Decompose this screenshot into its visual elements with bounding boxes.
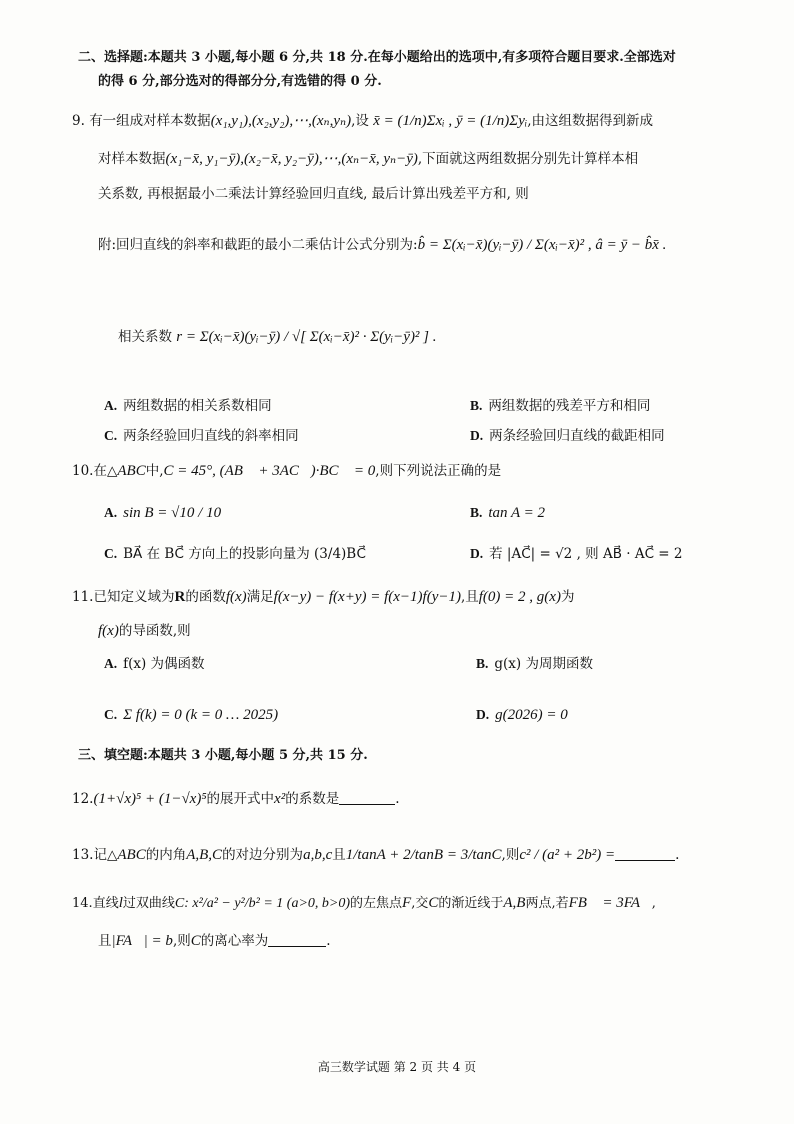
q14-text: 的离心率为 bbox=[200, 933, 269, 949]
section-2-heading-cont: 的得 6 分,部分选对的得部分分,有选错的得 0 分. bbox=[98, 74, 382, 89]
q10-condition: C = 45°, (AB⃗ + 3AC⃗)·BC⃗ = 0 bbox=[163, 463, 376, 479]
option-label: A. bbox=[104, 656, 118, 671]
option-label: C. bbox=[104, 707, 118, 722]
option-label: B. bbox=[470, 505, 483, 520]
q10-triangle: ABC bbox=[117, 463, 146, 479]
q9-text: ,设 bbox=[351, 113, 369, 129]
section-3-heading: 三、填空题:本题共 3 小题,每小题 5 分,共 15 分. bbox=[78, 748, 368, 763]
q14-number: 14. bbox=[72, 896, 93, 911]
q11-option-b bbox=[476, 656, 593, 673]
q14-line2 bbox=[98, 932, 331, 951]
q9-option-a bbox=[104, 398, 272, 415]
option-text: BA⃗ 在 BC⃗ 方向上的投影向量为 (3/4)BC⃗ bbox=[123, 546, 366, 562]
q11-text: 已知定义域为 bbox=[93, 589, 175, 605]
q10-option-b bbox=[470, 504, 545, 523]
option-text: 若 |AC⃗| = √2 , 则 AB⃗ · AC⃗ = 2 bbox=[489, 546, 683, 562]
q11-equation: f(x−y) − f(x+y) = f(x−1)f(y−1) bbox=[273, 589, 461, 605]
q9-correlation-formula: r = Σ(xᵢ−x̄)(yᵢ−ȳ) / √[ Σ(xᵢ−x̄)² · Σ(yᵢ−ȳ)² ] . bbox=[176, 329, 437, 345]
q9-text: 有一组成对样本数据 bbox=[89, 113, 211, 129]
section-2-heading: 二、选择题:本题共 3 小题,每小题 6 分,共 18 分.在每小题给出的选项中,有多项符合题目要求.全部选对 bbox=[78, 50, 676, 65]
option-label: A. bbox=[104, 505, 118, 520]
q14-text: ,交 bbox=[411, 896, 429, 911]
q13-text: 且 bbox=[332, 847, 346, 863]
q10-option-d bbox=[470, 546, 682, 563]
option-label: C. bbox=[104, 546, 118, 561]
q13-target: c² / (a² + 2b²) = bbox=[519, 847, 616, 863]
option-label: C. bbox=[104, 428, 118, 443]
q9-line3: 关系数, 再根据最小二乘法计算经验回归直线, 最后计算出残差平方和, 则 bbox=[98, 186, 529, 202]
q11-number: 11. bbox=[72, 589, 94, 605]
q13-sides: a,b,c bbox=[303, 847, 333, 863]
option-label: D. bbox=[476, 707, 490, 722]
q11-domain: R bbox=[174, 589, 186, 605]
q14-curve: C bbox=[190, 933, 201, 949]
option-text: 两条经验回归直线的截距相同 bbox=[489, 428, 665, 444]
q13-triangle: ABC bbox=[117, 847, 146, 863]
q10-option-c bbox=[104, 546, 366, 563]
option-text: tan A = 2 bbox=[488, 505, 546, 521]
q13-text: 的内角 bbox=[145, 847, 187, 863]
option-text: 两组数据的残差平方和相同 bbox=[488, 398, 651, 414]
option-label: B. bbox=[476, 656, 489, 671]
q11-option-d bbox=[476, 706, 568, 725]
q14-text: 的左焦点 bbox=[350, 896, 403, 911]
q9-regression-formula: b̂ = Σ(xᵢ−x̄)(yᵢ−ȳ) / Σ(xᵢ−x̄)² , â = ȳ − b̂x̄ . bbox=[417, 237, 667, 253]
q9-text: 对样本数据 bbox=[98, 151, 166, 167]
q14-line1 bbox=[72, 894, 656, 913]
q14-text: ,则 bbox=[172, 933, 191, 949]
option-text: 两组数据的相关系数相同 bbox=[123, 398, 272, 414]
option-text: f(x) 为偶函数 bbox=[123, 656, 205, 672]
q13-line1 bbox=[72, 846, 679, 865]
q14-text: 且 bbox=[98, 933, 112, 949]
q9-text: ,下面就这两组数据分别先计算样本相 bbox=[417, 151, 639, 167]
q14-hyperbola: C: x²/a² − y²/b² = 1 (a>0, b>0) bbox=[174, 896, 350, 911]
page-footer: 高三数学试题 第 2 页 共 4 页 bbox=[317, 1060, 477, 1074]
option-label: B. bbox=[470, 398, 483, 413]
q10-text: ,则下列说法正确的是 bbox=[375, 463, 502, 479]
q9-line2 bbox=[98, 150, 638, 169]
q12-answer-blank[interactable] bbox=[339, 790, 395, 805]
q11-text: 的导函数,则 bbox=[118, 623, 191, 639]
option-text: g(x) 为周期函数 bbox=[494, 656, 593, 672]
q9-option-b bbox=[470, 398, 650, 415]
q12-text: 的展开式中 bbox=[206, 791, 275, 807]
q14-length-condition: |FA⃗| = b bbox=[111, 933, 173, 949]
q13-text: 的对边分别为 bbox=[222, 847, 304, 863]
option-text: sin B = √10 / 10 bbox=[123, 505, 222, 521]
q12-line1 bbox=[72, 790, 400, 809]
q12-period: . bbox=[395, 791, 400, 807]
q12-term: x² bbox=[274, 791, 286, 807]
q9-line5 bbox=[118, 328, 437, 347]
q13-number: 13. bbox=[72, 847, 94, 863]
option-label: D. bbox=[470, 428, 484, 443]
q12-number: 12. bbox=[72, 791, 94, 807]
q11-option-c bbox=[104, 706, 278, 725]
q14-text: , bbox=[651, 896, 656, 911]
option-text: Σ f(k) = 0 (k = 0 … 2025) bbox=[123, 707, 279, 723]
q14-text: 直线 bbox=[92, 896, 119, 911]
q10-text: 中, bbox=[145, 463, 164, 479]
q9-line4 bbox=[98, 236, 666, 255]
q14-curve: C bbox=[428, 895, 439, 911]
option-label: A. bbox=[104, 398, 118, 413]
q11-line2 bbox=[98, 622, 191, 641]
q10-line1 bbox=[72, 462, 501, 481]
q12-text: 的系数是 bbox=[285, 791, 340, 807]
q14-text: 的渐近线于 bbox=[438, 896, 504, 911]
q14-period: . bbox=[326, 933, 331, 949]
q9-number: 9. bbox=[72, 113, 85, 129]
q13-answer-blank[interactable] bbox=[615, 846, 675, 861]
q11-condition: f(0) = 2 , g(x) bbox=[478, 589, 561, 605]
q11-text: 满足 bbox=[246, 589, 274, 605]
q13-angles: A,B,C bbox=[186, 847, 223, 863]
option-label: D. bbox=[470, 546, 484, 561]
q14-points: A,B bbox=[503, 895, 526, 911]
q10-text: 在△ bbox=[93, 463, 118, 479]
q13-condition: 1/tanA + 2/tanB = 3/tanC bbox=[345, 847, 502, 863]
q11-text: 为 bbox=[560, 589, 575, 605]
q14-text: 过双曲线 bbox=[122, 896, 175, 911]
q9-option-c bbox=[104, 428, 299, 445]
q13-text: ,则 bbox=[501, 847, 520, 863]
q14-text: 两点,若 bbox=[525, 896, 569, 911]
option-text: 两条经验回归直线的斜率相同 bbox=[123, 428, 299, 444]
q12-expression: (1+√x)⁵ + (1−√x)⁵ bbox=[93, 791, 207, 807]
q13-period: . bbox=[675, 847, 680, 863]
q10-number: 10. bbox=[72, 463, 94, 479]
q14-vector-condition: FB⃗ = 3FA⃗ bbox=[568, 895, 652, 911]
q14-focus: F bbox=[402, 895, 412, 911]
q14-answer-blank[interactable] bbox=[268, 932, 326, 947]
q11-text: ,且 bbox=[460, 589, 479, 605]
q13-text: 记△ bbox=[93, 847, 118, 863]
option-text: g(2026) = 0 bbox=[495, 707, 568, 723]
q9-text: ,由这组数据得到新成 bbox=[527, 113, 654, 129]
q10-option-a bbox=[104, 504, 221, 523]
q11-function: f(x) bbox=[225, 589, 247, 605]
q14-line: l bbox=[118, 895, 123, 911]
q9-centered-pairs: (x₁−x̄, y₁−ȳ),(x₂−x̄, y₂−ȳ),⋯,(xₙ−x̄, yₙ−ȳ) bbox=[165, 151, 418, 167]
q11-function: f(x) bbox=[98, 623, 119, 639]
q9-mean-formulas: x̄ = (1/n)Σxᵢ , ȳ = (1/n)Σyᵢ bbox=[373, 113, 528, 129]
q9-line1 bbox=[72, 112, 653, 131]
q11-line1 bbox=[72, 588, 574, 607]
q9-sample-pairs: (x₁,y₁),(x₂,y₂),⋯,(xₙ,yₙ) bbox=[210, 113, 352, 129]
q9-text: 相关系数 bbox=[118, 329, 172, 345]
q11-text: 的函数 bbox=[185, 589, 226, 605]
q9-text: 附:回归直线的斜率和截距的最小二乘估计公式分别为: bbox=[98, 237, 418, 253]
q9-option-d bbox=[470, 428, 665, 445]
q11-option-a bbox=[104, 656, 205, 673]
